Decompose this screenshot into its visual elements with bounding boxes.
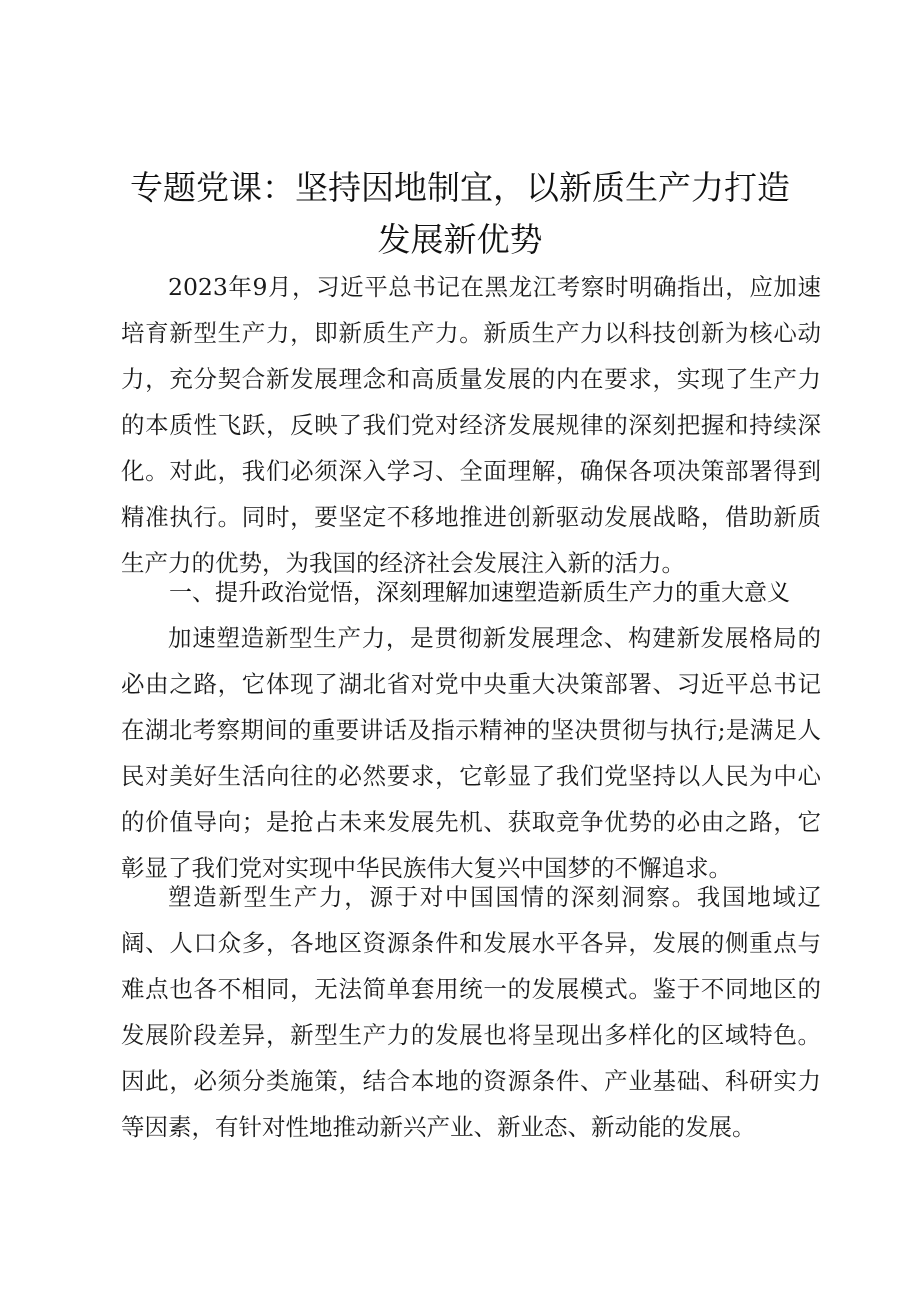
intro-paragraph: 2023年9月，习近平总书记在黑龙江考察时明确指出，应加速培育新型生产力，即新质生产力。新质生产力以科技创新为核心动力，充分契合新发展理念和高质量发展的内在要求，实现了生产力的本质性飞跃，反映了我们党对经济发展规律的深刻把握和持续深化。对此，我们必须深入学习、全面理解，确保各项决策部署得到精准执行。同时，要坚定不移地推进创新驱动发展战略，借助新质生产力的优势，为我国的经济社会发展注入新的活力。 [121,273,821,577]
document-title-line-2: 发展新优势 [377,220,543,259]
body-paragraph: 加速塑造新型生产力，是贯彻新发展理念、构建新发展格局的必由之路，它体现了湖北省对党中央重大决策部署、习近平总书记在湖北考察期间的重要讲话及指示精神的坚决贯彻与执行;是满足人民对美好生活向往的必然要求，它彰显了我们党坚持以人民为中心的价值导向；是抢占未来发展先机、获取竞争优势的必由之路，它彰显了我们党对实现中华民族伟大复兴中国梦的不懈追求。 [121,624,821,882]
section-heading: 一、提升政治觉悟，深刻理解加速塑造新质生产力的重大意义 [169,580,790,606]
body-paragraph: 塑造新型生产力，源于对中国国情的深刻洞察。我国地域辽阔、人口众多，各地区资源条件和发展水平各异，发展的侧重点与难点也各不相同，无法简单套用统一的发展模式。鉴于不同地区的发展阶段差异，新型生产力的发展也将呈现出多样化的区域特色。因此，必须分类施策，结合本地的资源条件、产业基础、科研实力等因素，有针对性地推动新兴产业、新业态、新动能的发展。 [121,883,821,1141]
document-title-line-1: 专题党课：坚持因地制宜，以新质生产力打造 [130,168,790,207]
